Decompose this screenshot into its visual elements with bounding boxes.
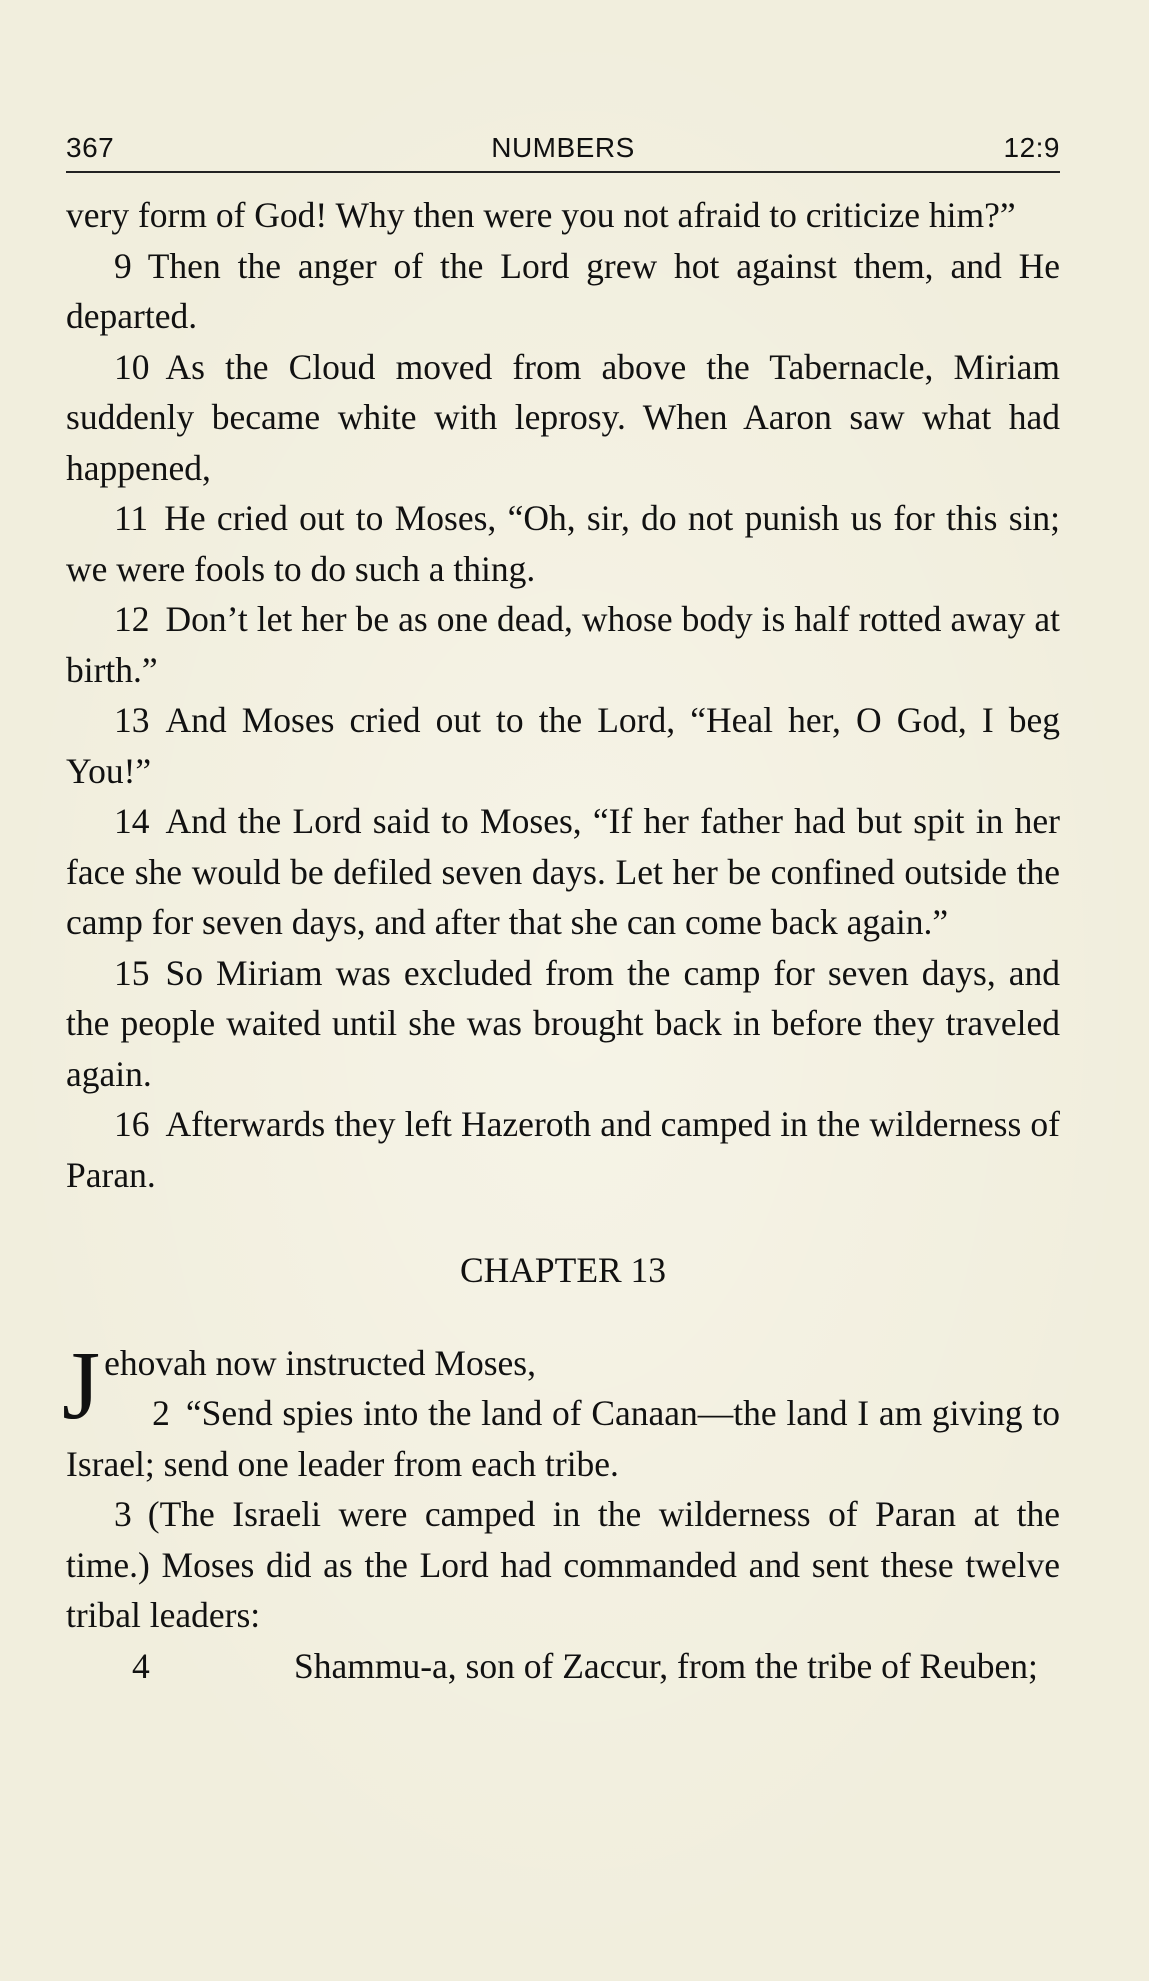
book-title: NUMBERS — [491, 132, 635, 163]
verse-text: “Send spies into the land of Canaan—the land I am giving to Israel; send one leader from each tribe. — [66, 1393, 1060, 1484]
verse-text: And the Lord said to Moses, “If her father had but spit in her face she would be defiled seven days. Let her be confined outside the camp for seven days, and after that she can come back again.” — [66, 801, 1060, 942]
verse-number: 2 — [152, 1393, 170, 1433]
verse-text: Don’t let her be as one dead, whose body is half rotted away at birth.” — [66, 599, 1060, 690]
verse-number: 10 — [114, 346, 150, 387]
verse-number: 9 — [114, 245, 132, 286]
body-text — [62, 190, 1060, 1691]
verse-number: 3 — [114, 1494, 132, 1534]
verse-number: 13 — [114, 700, 150, 740]
verse-paragraph — [66, 1489, 1060, 1641]
verse-number: 14 — [114, 801, 150, 841]
page-number: 367 — [66, 132, 115, 163]
chapter-heading: CHAPTER 13 — [459, 1250, 667, 1290]
opening-text: ehovah now instructed Moses, — [104, 1342, 536, 1383]
verse-text: So Miriam was excluded from the camp for seven days, and the people waited until she was brought back in before they traveled again. — [66, 952, 1060, 1094]
verse-text: As the Cloud moved from above the Tabernacle, Miriam suddenly became white with leprosy. When Aaron saw what had happened, — [66, 346, 1060, 488]
chapter-verse-reference: 12:9 — [1003, 132, 1060, 163]
paragraph-text: very form of God! Why then were you not afraid to criticize him?” — [66, 195, 1016, 235]
verse-paragraph — [66, 796, 1060, 948]
running-head — [66, 132, 1060, 172]
verse-text: (The Israeli were camped in the wilderness of Paran at the time.) Moses did as the Lord had commanded and sent these twelve tribal leaders: — [66, 1494, 1060, 1635]
verse-text: Afterwards they left Hazeroth and camped in the wilderness of Paran. — [66, 1104, 1060, 1195]
verse-text: Then the anger of the Lord grew hot against them, and He departed. — [66, 245, 1060, 336]
verse-number: 4 — [132, 1645, 150, 1686]
verse-paragraph — [66, 948, 1060, 1100]
leader-list-entry — [66, 1641, 1060, 1692]
verse-paragraph — [66, 493, 1060, 594]
verse-number: 16 — [114, 1104, 150, 1144]
verse-paragraph — [66, 241, 1060, 342]
verse-paragraph — [66, 594, 1060, 695]
verse-number: 15 — [114, 952, 150, 993]
verse-paragraph — [66, 1388, 1060, 1489]
verse-paragraph — [66, 1099, 1060, 1200]
verse-text: He cried out to Moses, “Oh, sir, do not punish us for this sin; we were fools to do such a thing. — [66, 498, 1060, 589]
drop-cap: J — [62, 1331, 101, 1440]
leader-text: Shammu-a, son of Zaccur, from the tribe of Reuben; — [294, 1645, 1038, 1686]
verse-paragraph — [66, 342, 1060, 494]
paragraph-continued — [66, 190, 1060, 241]
header-rule — [66, 171, 1060, 173]
verse-number: 12 — [114, 599, 150, 639]
verse-paragraph — [66, 695, 1060, 796]
verse-number: 11 — [114, 498, 149, 538]
verse-text: And Moses cried out to the Lord, “Heal her, O God, I beg You!” — [66, 700, 1060, 791]
